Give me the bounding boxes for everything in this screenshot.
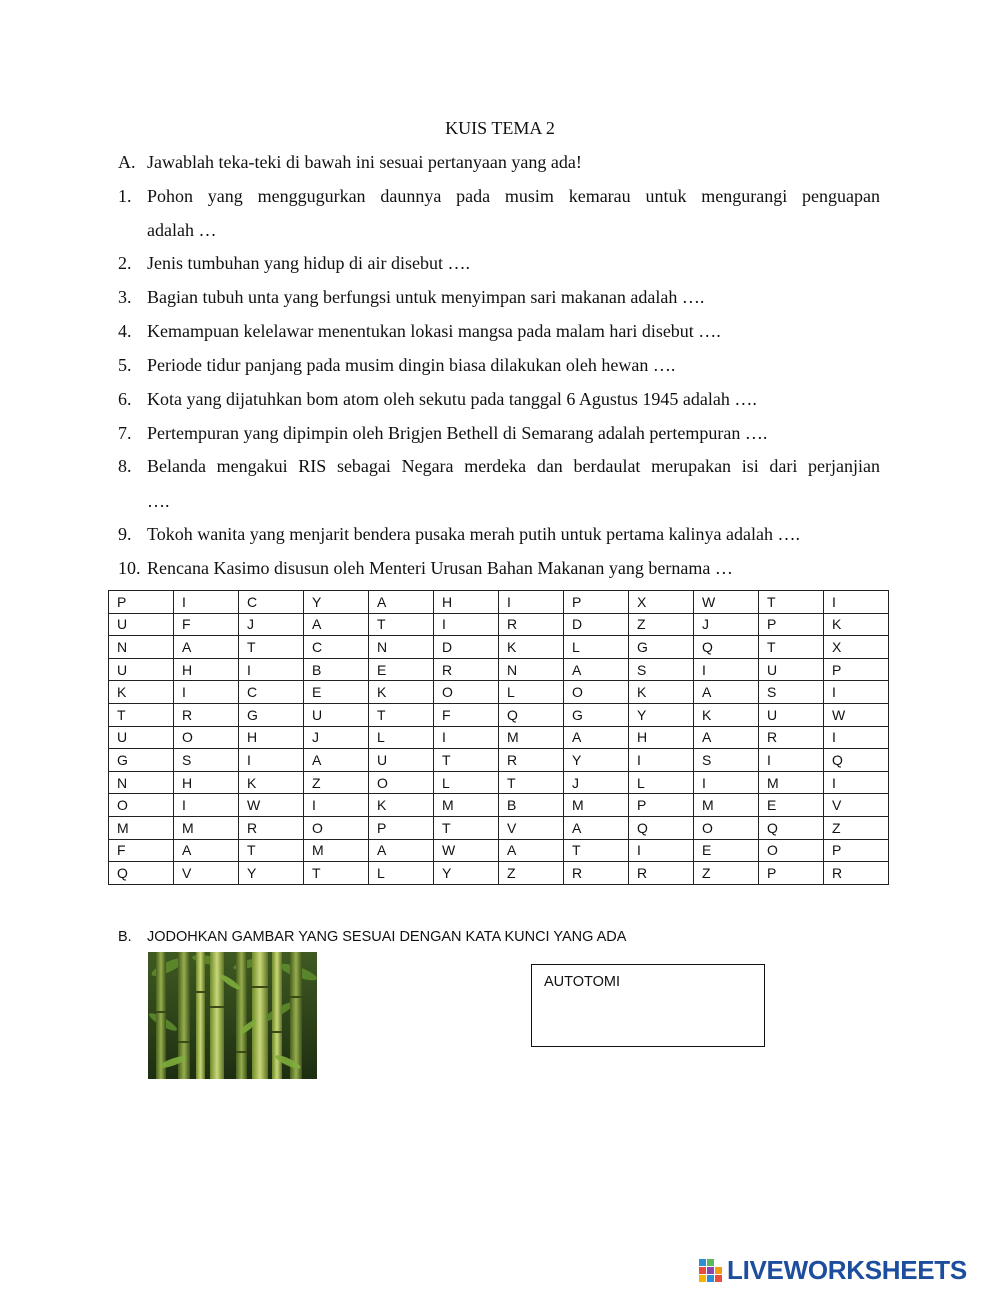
- grid-cell[interactable]: C: [239, 591, 304, 614]
- grid-cell[interactable]: I: [304, 794, 369, 817]
- grid-row: [109, 862, 889, 885]
- question-number: 8.: [118, 456, 132, 476]
- grid-cell[interactable]: O: [759, 839, 824, 862]
- grid-cell[interactable]: L: [564, 636, 629, 659]
- question-number: 9.: [118, 524, 132, 544]
- grid-row: [109, 839, 889, 862]
- grid-cell[interactable]: E: [759, 794, 824, 817]
- grid-cell[interactable]: K: [369, 681, 434, 704]
- grid-cell[interactable]: W: [824, 703, 889, 726]
- grid-cell[interactable]: H: [239, 726, 304, 749]
- grid-cell[interactable]: T: [109, 703, 174, 726]
- grid-cell[interactable]: I: [174, 591, 239, 614]
- grid-cell[interactable]: P: [824, 839, 889, 862]
- question-2: [118, 252, 880, 274]
- grid-cell[interactable]: P: [824, 658, 889, 681]
- grid-cell[interactable]: S: [694, 749, 759, 772]
- grid-cell[interactable]: B: [304, 658, 369, 681]
- section-b-marker: B.: [118, 929, 132, 945]
- grid-cell[interactable]: T: [369, 703, 434, 726]
- grid-cell[interactable]: Z: [824, 816, 889, 839]
- question-text: Jenis tumbuhan yang hidup di air disebut ….: [147, 253, 470, 273]
- question-text: Rencana Kasimo disusun oleh Menteri Urusan Bahan Makanan yang bernama …: [147, 558, 733, 578]
- grid-cell[interactable]: M: [304, 839, 369, 862]
- grid-cell[interactable]: D: [564, 613, 629, 636]
- question-number: 1.: [118, 186, 132, 206]
- grid-cell[interactable]: L: [369, 726, 434, 749]
- grid-cell[interactable]: I: [174, 681, 239, 704]
- grid-cell[interactable]: J: [239, 613, 304, 636]
- question-text: Belanda mengakui RIS sebagai Negara merdeka dan berdaulat merupakan isi dari perjanjian: [147, 456, 880, 476]
- question-5: [118, 354, 880, 376]
- grid-cell[interactable]: R: [174, 703, 239, 726]
- grid-cell[interactable]: M: [564, 794, 629, 817]
- grid-cell[interactable]: R: [629, 862, 694, 885]
- question-1: [118, 185, 880, 207]
- grid-cell[interactable]: L: [629, 771, 694, 794]
- question-number: 6.: [118, 389, 132, 409]
- grid-cell[interactable]: G: [109, 749, 174, 772]
- grid-cell[interactable]: E: [304, 681, 369, 704]
- question-text: Bagian tubuh unta yang berfungsi untuk menyimpan sari makanan adalah ….: [147, 287, 705, 307]
- question-3: [118, 286, 880, 308]
- question-continuation: adalah …: [147, 220, 217, 240]
- grid-cell[interactable]: O: [694, 816, 759, 839]
- grid-cell[interactable]: A: [304, 613, 369, 636]
- grid-cell[interactable]: A: [174, 636, 239, 659]
- grid-cell[interactable]: C: [239, 681, 304, 704]
- grid-cell[interactable]: F: [109, 839, 174, 862]
- grid-row: [109, 816, 889, 839]
- grid-cell[interactable]: K: [694, 703, 759, 726]
- grid-cell[interactable]: L: [434, 771, 499, 794]
- grid-row: [109, 681, 889, 704]
- grid-cell[interactable]: I: [434, 726, 499, 749]
- grid-cell[interactable]: P: [629, 794, 694, 817]
- liveworksheets-brand: [698, 1255, 967, 1285]
- grid-cell[interactable]: T: [759, 636, 824, 659]
- grid-cell[interactable]: R: [499, 749, 564, 772]
- grid-cell[interactable]: J: [564, 771, 629, 794]
- question-4: [118, 320, 880, 342]
- grid-cell[interactable]: U: [304, 703, 369, 726]
- grid-cell[interactable]: F: [174, 613, 239, 636]
- grid-cell[interactable]: N: [109, 636, 174, 659]
- brand-name: LIVEWORKSHEETS: [727, 1254, 967, 1285]
- question-number: 7.: [118, 423, 132, 443]
- grid-cell[interactable]: N: [499, 658, 564, 681]
- grid-cell[interactable]: W: [434, 839, 499, 862]
- grid-cell[interactable]: U: [369, 749, 434, 772]
- grid-cell[interactable]: V: [824, 794, 889, 817]
- question-number: 5.: [118, 355, 132, 375]
- section-a-text: Jawablah teka-teki di bawah ini sesuai pertanyaan yang ada!: [147, 152, 582, 172]
- grid-cell[interactable]: P: [759, 862, 824, 885]
- grid-cell[interactable]: M: [174, 816, 239, 839]
- grid-cell[interactable]: K: [239, 771, 304, 794]
- grid-cell[interactable]: I: [759, 749, 824, 772]
- grid-cell[interactable]: Q: [109, 862, 174, 885]
- grid-cell[interactable]: A: [694, 681, 759, 704]
- grid-cell[interactable]: Z: [304, 771, 369, 794]
- grid-cell[interactable]: O: [304, 816, 369, 839]
- grid-cell[interactable]: A: [694, 726, 759, 749]
- grid-cell[interactable]: T: [499, 771, 564, 794]
- bamboo-image[interactable]: [148, 952, 317, 1079]
- grid-cell[interactable]: T: [434, 749, 499, 772]
- section-a-instruction: [118, 151, 880, 173]
- grid-cell[interactable]: U: [759, 703, 824, 726]
- grid-cell[interactable]: Q: [824, 749, 889, 772]
- grid-cell[interactable]: O: [369, 771, 434, 794]
- question-text: Pertempuran yang dipimpin oleh Brigjen Bethell di Semarang adalah pertempuran ….: [147, 423, 768, 443]
- grid-cell[interactable]: Z: [629, 613, 694, 636]
- grid-cell[interactable]: A: [564, 816, 629, 839]
- liveworksheets-logo-icon: [698, 1257, 724, 1283]
- grid-cell[interactable]: K: [369, 794, 434, 817]
- grid-cell[interactable]: C: [304, 636, 369, 659]
- question-8: [118, 455, 880, 477]
- section-a-marker: A.: [118, 152, 136, 172]
- grid-cell[interactable]: T: [239, 839, 304, 862]
- grid-cell[interactable]: O: [564, 681, 629, 704]
- grid-cell[interactable]: A: [174, 839, 239, 862]
- grid-cell[interactable]: R: [434, 658, 499, 681]
- grid-cell[interactable]: I: [694, 658, 759, 681]
- grid-cell[interactable]: O: [174, 726, 239, 749]
- grid-cell[interactable]: G: [564, 703, 629, 726]
- grid-cell[interactable]: P: [564, 591, 629, 614]
- grid-cell[interactable]: T: [304, 862, 369, 885]
- grid-cell[interactable]: A: [369, 839, 434, 862]
- grid-cell[interactable]: H: [629, 726, 694, 749]
- grid-cell[interactable]: I: [824, 681, 889, 704]
- grid-cell[interactable]: Y: [239, 862, 304, 885]
- grid-cell[interactable]: K: [824, 613, 889, 636]
- grid-cell[interactable]: H: [174, 771, 239, 794]
- grid-cell[interactable]: P: [369, 816, 434, 839]
- grid-cell[interactable]: M: [109, 816, 174, 839]
- question-number: 3.: [118, 287, 132, 307]
- section-b-instruction: [118, 929, 626, 945]
- grid-cell[interactable]: M: [759, 771, 824, 794]
- grid-cell[interactable]: H: [174, 658, 239, 681]
- grid-cell[interactable]: W: [694, 591, 759, 614]
- grid-cell[interactable]: K: [109, 681, 174, 704]
- question-9: [118, 523, 880, 545]
- grid-cell[interactable]: X: [629, 591, 694, 614]
- question-7: [118, 422, 880, 444]
- grid-cell[interactable]: Y: [629, 703, 694, 726]
- keyword-text: AUTOTOMI: [544, 974, 620, 990]
- grid-cell[interactable]: G: [629, 636, 694, 659]
- grid-cell[interactable]: D: [434, 636, 499, 659]
- grid-cell[interactable]: M: [499, 726, 564, 749]
- grid-cell[interactable]: X: [824, 636, 889, 659]
- grid-cell[interactable]: S: [174, 749, 239, 772]
- grid-cell[interactable]: I: [434, 613, 499, 636]
- grid-row: [109, 749, 889, 772]
- grid-cell[interactable]: B: [499, 794, 564, 817]
- question-10: [118, 557, 880, 579]
- grid-cell[interactable]: I: [694, 771, 759, 794]
- grid-cell[interactable]: U: [109, 726, 174, 749]
- grid-cell[interactable]: U: [109, 613, 174, 636]
- grid-cell[interactable]: V: [174, 862, 239, 885]
- question-continuation: ….: [147, 491, 170, 511]
- grid-cell[interactable]: E: [694, 839, 759, 862]
- grid-cell[interactable]: O: [434, 681, 499, 704]
- grid-cell[interactable]: L: [499, 681, 564, 704]
- keyword-box[interactable]: [531, 964, 765, 1047]
- bamboo-photo-icon: [148, 952, 317, 1079]
- grid-cell[interactable]: W: [239, 794, 304, 817]
- grid-cell[interactable]: V: [499, 816, 564, 839]
- grid-cell[interactable]: T: [434, 816, 499, 839]
- grid-row: [109, 726, 889, 749]
- grid-cell[interactable]: I: [824, 771, 889, 794]
- grid-cell[interactable]: P: [109, 591, 174, 614]
- grid-cell[interactable]: Q: [499, 703, 564, 726]
- grid-cell[interactable]: U: [109, 658, 174, 681]
- grid-cell[interactable]: T: [239, 636, 304, 659]
- grid-cell[interactable]: N: [369, 636, 434, 659]
- grid-row: [109, 658, 889, 681]
- grid-cell[interactable]: G: [239, 703, 304, 726]
- grid-cell[interactable]: T: [369, 613, 434, 636]
- grid-cell[interactable]: A: [369, 591, 434, 614]
- grid-cell[interactable]: L: [369, 862, 434, 885]
- question-6: [118, 388, 880, 410]
- grid-cell[interactable]: J: [694, 613, 759, 636]
- question-number: 10.: [118, 558, 141, 578]
- grid-cell[interactable]: I: [239, 749, 304, 772]
- grid-cell[interactable]: O: [109, 794, 174, 817]
- grid-cell[interactable]: N: [109, 771, 174, 794]
- grid-cell[interactable]: Q: [629, 816, 694, 839]
- grid-row: [109, 794, 889, 817]
- question-number: 2.: [118, 253, 132, 273]
- grid-cell[interactable]: S: [759, 681, 824, 704]
- grid-row: [109, 613, 889, 636]
- grid-cell[interactable]: K: [629, 681, 694, 704]
- grid-cell[interactable]: T: [564, 839, 629, 862]
- section-b-text: JODOHKAN GAMBAR YANG SESUAI DENGAN KATA KUNCI YANG ADA: [147, 929, 627, 945]
- grid-cell[interactable]: K: [499, 636, 564, 659]
- question-number: 4.: [118, 321, 132, 341]
- grid-cell[interactable]: R: [824, 862, 889, 885]
- grid-cell[interactable]: Z: [694, 862, 759, 885]
- grid-cell[interactable]: H: [434, 591, 499, 614]
- grid-cell[interactable]: E: [369, 658, 434, 681]
- grid-cell[interactable]: P: [759, 613, 824, 636]
- grid-cell[interactable]: I: [629, 839, 694, 862]
- grid-cell[interactable]: S: [629, 658, 694, 681]
- grid-cell[interactable]: I: [824, 726, 889, 749]
- grid-row: [109, 703, 889, 726]
- grid-cell[interactable]: F: [434, 703, 499, 726]
- grid-cell[interactable]: I: [174, 794, 239, 817]
- grid-cell[interactable]: I: [824, 591, 889, 614]
- grid-row: [109, 636, 889, 659]
- grid-cell[interactable]: R: [499, 613, 564, 636]
- grid-cell[interactable]: R: [239, 816, 304, 839]
- grid-cell[interactable]: Y: [304, 591, 369, 614]
- question-text: Pohon yang menggugurkan daunnya pada musim kemarau untuk mengurangi penguapan: [147, 186, 880, 206]
- question-text: Kota yang dijatuhkan bom atom oleh sekutu pada tanggal 6 Agustus 1945 adalah ….: [147, 389, 757, 409]
- grid-cell[interactable]: R: [564, 862, 629, 885]
- grid-cell[interactable]: Q: [694, 636, 759, 659]
- question-text: Periode tidur panjang pada musim dingin biasa dilakukan oleh hewan ….: [147, 355, 676, 375]
- grid-cell[interactable]: Z: [499, 862, 564, 885]
- grid-cell[interactable]: M: [694, 794, 759, 817]
- grid-cell[interactable]: A: [304, 749, 369, 772]
- question-text: Tokoh wanita yang menjarit bendera pusaka merah putih untuk pertama kalinya adalah ….: [147, 524, 801, 544]
- word-search-grid: [108, 590, 889, 885]
- question-text: Kemampuan kelelawar menentukan lokasi mangsa pada malam hari disebut ….: [147, 321, 721, 341]
- grid-cell[interactable]: M: [434, 794, 499, 817]
- grid-cell[interactable]: I: [239, 658, 304, 681]
- grid-cell[interactable]: U: [759, 658, 824, 681]
- grid-row: [109, 591, 889, 614]
- grid-cell[interactable]: Y: [564, 749, 629, 772]
- grid-cell[interactable]: I: [499, 591, 564, 614]
- grid-cell[interactable]: A: [564, 658, 629, 681]
- grid-row: [109, 771, 889, 794]
- grid-cell[interactable]: T: [759, 591, 824, 614]
- grid-cell[interactable]: A: [564, 726, 629, 749]
- grid-cell[interactable]: Q: [759, 816, 824, 839]
- grid-cell[interactable]: I: [629, 749, 694, 772]
- grid-cell[interactable]: R: [759, 726, 824, 749]
- grid-cell[interactable]: Y: [434, 862, 499, 885]
- quiz-title: KUIS TEMA 2: [445, 118, 555, 138]
- grid-cell[interactable]: A: [499, 839, 564, 862]
- grid-cell[interactable]: J: [304, 726, 369, 749]
